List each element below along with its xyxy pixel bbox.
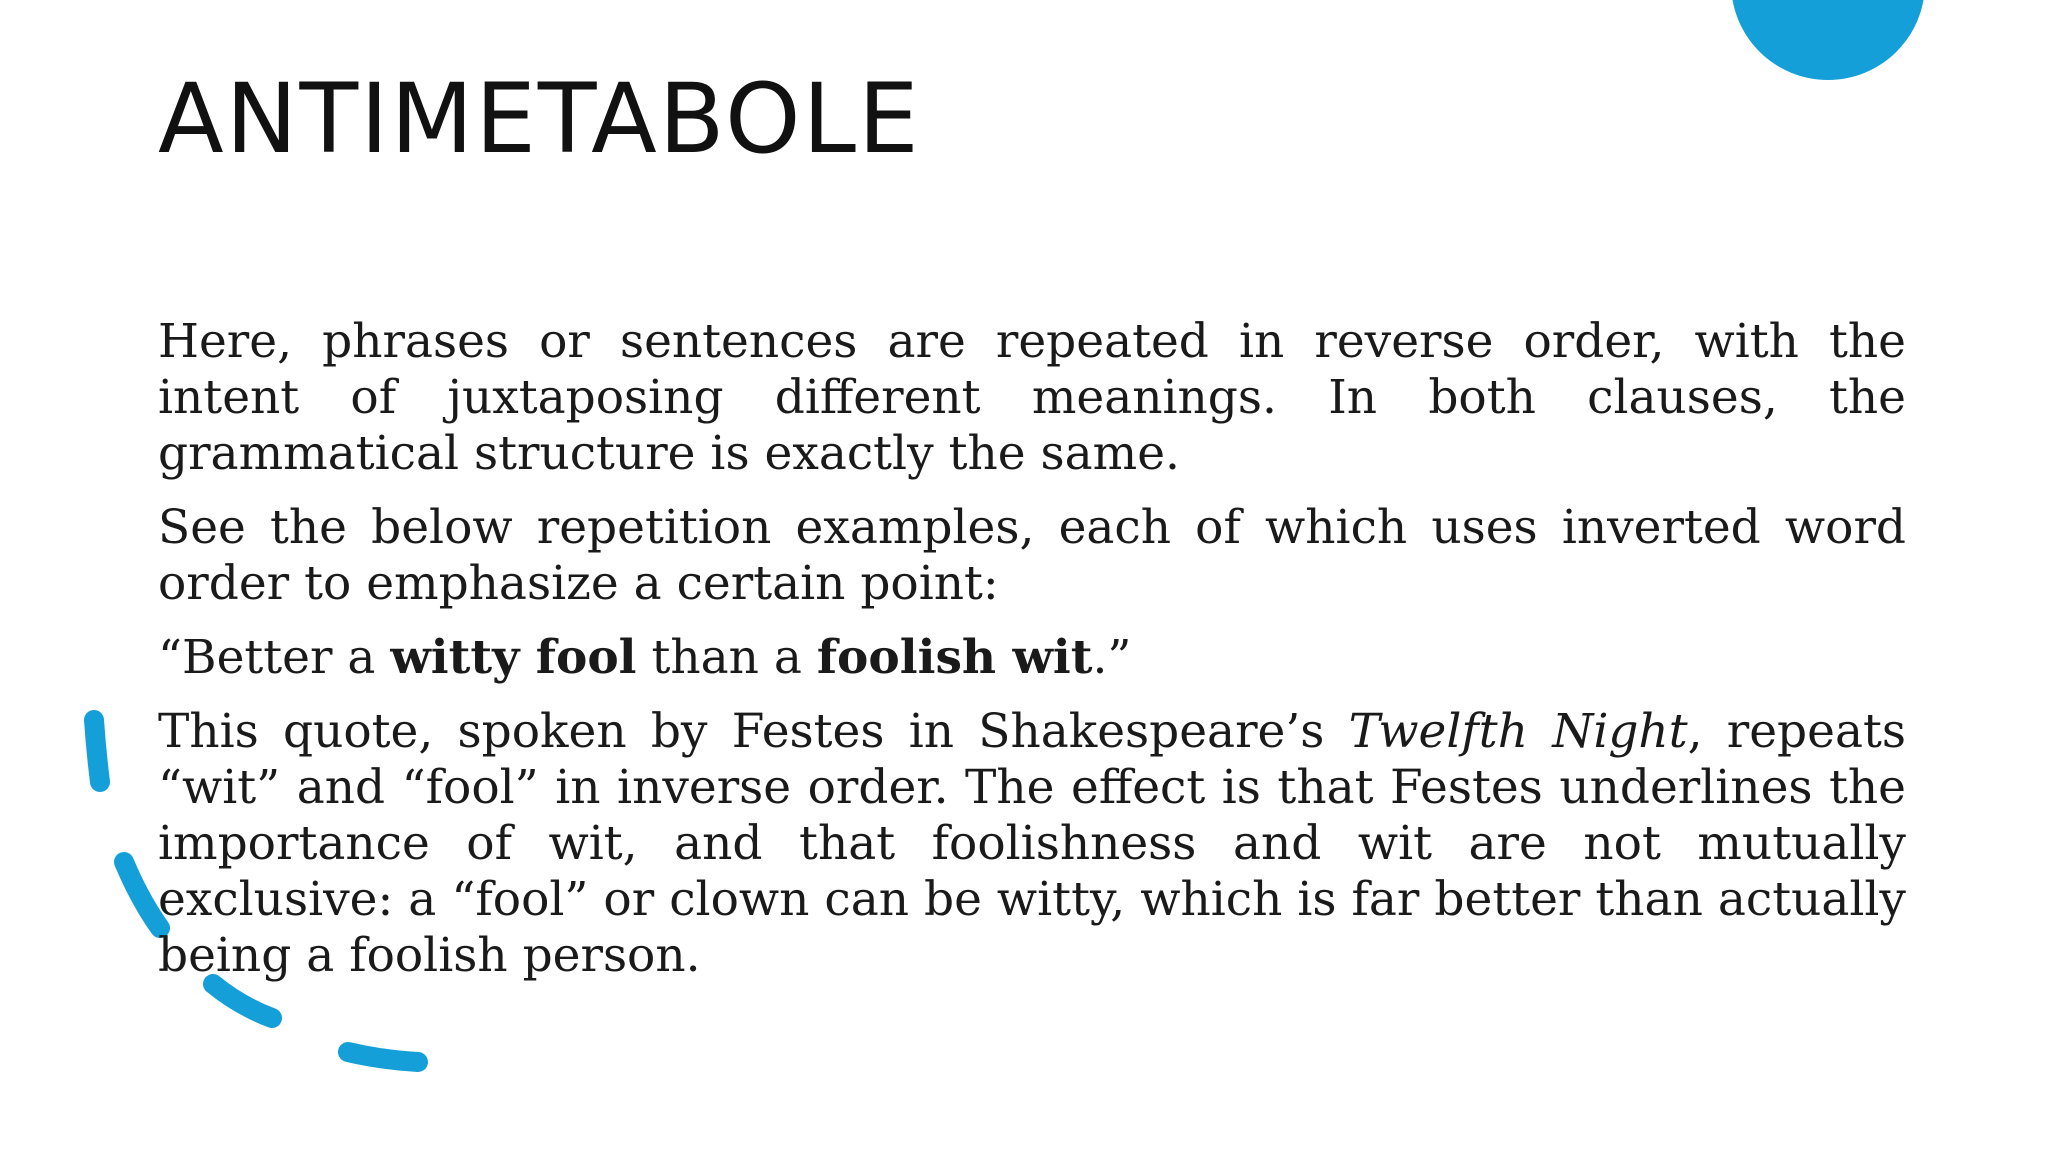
quote-bold-foolish-wit: foolish wit xyxy=(816,630,1093,685)
arc-dash-4 xyxy=(348,1052,418,1062)
slide-title: ANTIMETABOLE xyxy=(158,63,921,175)
play-title-twelfth-night: Twelfth Night xyxy=(1348,704,1688,759)
quote-open: “Better a xyxy=(158,630,391,685)
slide-body xyxy=(158,314,1906,1002)
explanation-before: This quote, spoken by Festes in Shakespeare’s xyxy=(158,704,1349,759)
explanation-after: , repeats “wit” and “fool” in inverse order. The effect is that Festes underlines the importance of wit, and that foolishness and wit are not mutually exclusive: a “fool” or clown can be witty, which is far better than actually being a foolish person. xyxy=(158,704,1906,983)
example-quote xyxy=(158,630,1906,686)
arc-dash-1 xyxy=(94,720,100,782)
paragraph-explanation xyxy=(158,704,1906,984)
quote-close: .” xyxy=(1092,630,1132,685)
quote-bold-witty-fool: witty fool xyxy=(390,630,637,685)
quote-mid: than a xyxy=(636,630,817,685)
arc-dash-2 xyxy=(124,862,160,928)
decorative-circle xyxy=(1731,0,1925,80)
paragraph-intro: See the below repetition examples, each of which uses inverted word order to emphasize a certain point: xyxy=(158,500,1906,611)
paragraph-definition: Here, phrases or sentences are repeated in reverse order, with the intent of juxtaposing different meanings. In both clauses, the grammatical structure is exactly the same. xyxy=(158,314,1906,481)
